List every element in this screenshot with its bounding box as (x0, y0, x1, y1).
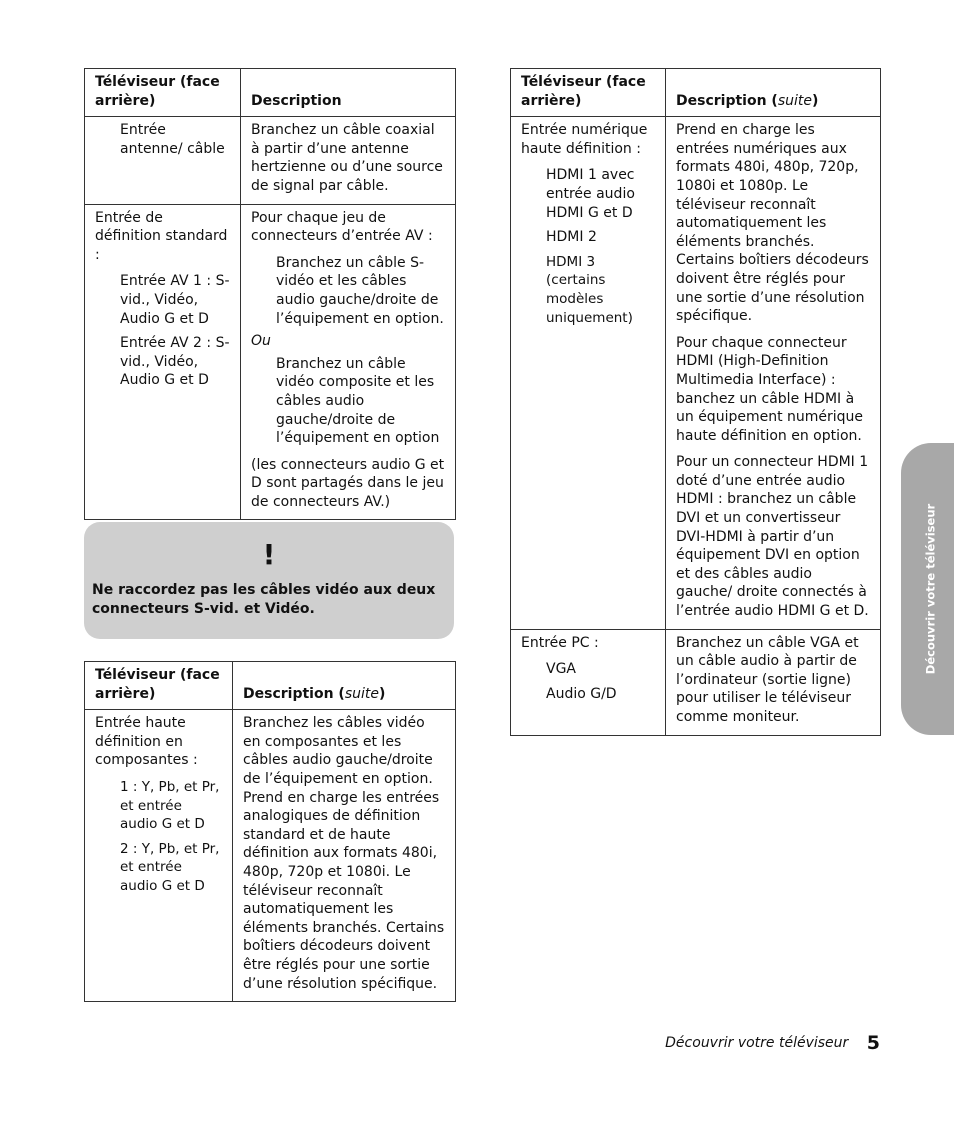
connector-item: 2 : Y, Pb, et Pr, et entrée audio G et D (120, 840, 220, 894)
connector-table-2 (84, 661, 456, 1002)
warning-text: Ne raccordez pas les câbles vidéo aux deux connecteurs S-vid. et Vidéo. (92, 582, 436, 617)
connector-cell (511, 629, 666, 735)
warning-icon: ! (262, 538, 276, 571)
description-cell (241, 117, 456, 204)
connector-title: Entrée numérique haute définition : (521, 122, 648, 157)
description-text: Branchez les câbles vidéo en composantes et les câbles audio gauche/droite de l’équipement en option. Prend en charge les entrées analogiques de définition standard et de haute définition aux formats 480i, 480p, 720p et 1080i. Le téléviseur reconnaît automatiquement les éléments branchés. Certains boîtiers décodeurs doivent être réglés pour une sortie d’une résolution spécifique. (243, 715, 445, 992)
description-intro: Pour chaque jeu de connecteurs d’entrée AV : (251, 209, 433, 245)
description-text: Branchez un câble VGA et un câble audio à partir de l’ordinateur (sortie ligne) pour utiliser le téléviseur comme moniteur. (676, 634, 859, 725)
description-option: Branchez un câble S-vidéo et les câbles audio gauche/droite de l’équipement en option. (276, 254, 444, 327)
description-cell (241, 204, 456, 520)
table-row (511, 629, 881, 735)
chapter-side-tab (901, 443, 954, 735)
footer-title: Découvrir votre téléviseur (665, 1035, 849, 1051)
connector-cell (85, 710, 233, 1002)
description-or: Ou (251, 333, 271, 350)
description-cell (666, 629, 881, 735)
connector-item: 1 : Y, Pb, et Pr, et entrée audio G et D (120, 778, 220, 833)
connector-item: Entrée AV 2 : S-vid., Vidéo, Audio G et D (120, 335, 230, 389)
header-tv-rear: Téléviseur (face arrière) (511, 69, 666, 117)
description-text: Pour un connecteur HDMI 1 doté d’une entrée audio HDMI : branchez un câble DVI et un convertisseur DVI-HDMI à partir d’un équipement DVI en option et des câbles audio gauche/ droite connectés à l’entrée audio HDMI G et D. (676, 454, 869, 620)
page-footer (665, 1034, 880, 1053)
header-suite: suite (344, 685, 380, 702)
table-row (85, 710, 456, 1002)
table-row (85, 117, 456, 204)
header-description: Description (suite) (233, 662, 456, 710)
connector-item: Entrée antenne/ câble (120, 122, 225, 157)
connector-item: HDMI 3 (certains modèles uniquement) (546, 253, 633, 326)
header-suite: suite (777, 92, 813, 109)
connector-item: HDMI 1 avec entrée audio HDMI G et D (546, 167, 635, 221)
connector-title: Entrée haute définition en composantes : (95, 715, 198, 769)
table-row (511, 117, 881, 629)
header-description-label: Description (243, 685, 334, 702)
table-row (85, 204, 456, 520)
description-cell (666, 117, 881, 629)
description-text: Pour chaque connecteur HDMI (High-Definition Multimedia Interface) : banchez un câble HDMI à un équipement numérique haute définition en option. (676, 334, 864, 444)
connector-item: VGA (546, 661, 577, 678)
connector-item: Entrée AV 1 : S-vid., Vidéo, Audio G et D (120, 273, 230, 327)
description-option: Branchez un câble vidéo composite et les câbles audio gauche/droite de l’équipement en option (276, 355, 440, 447)
description-cell (233, 710, 456, 1002)
header-description: Description (suite) (666, 69, 881, 117)
connector-cell (511, 117, 666, 629)
connector-cell (85, 117, 241, 204)
description-text: Branchez un câble coaxial à partir d’une antenne hertzienne ou d’une source de signal par câble. (251, 122, 443, 194)
header-tv-rear: Téléviseur (face arrière) (85, 69, 241, 117)
connector-item: HDMI 2 (546, 229, 597, 246)
chapter-side-tab-label: Découvrir votre téléviseur (923, 503, 938, 675)
header-description-label: Description (676, 92, 767, 109)
page-number: 5 (866, 1032, 880, 1054)
connector-title: Entrée PC : (521, 634, 599, 651)
connector-item: Audio G/D (546, 685, 617, 702)
header-tv-rear: Téléviseur (face arrière) (85, 662, 233, 710)
header-description: Description (241, 69, 456, 117)
connector-cell (85, 204, 241, 520)
connector-title: Entrée de définition standard : (95, 209, 228, 263)
connector-table-1 (84, 68, 456, 520)
description-note: (les connecteurs audio G et D sont partagés dans le jeu de connecteurs AV.) (251, 456, 445, 510)
connector-table-3 (510, 68, 881, 736)
description-text: Prend en charge les entrées numériques aux formats 480i, 480p, 720p, 1080i et 1080p. Le téléviseur reconnaît automatiquement les éléments branchés. Certains boîtiers décodeurs doivent être réglés pour une sortie d’une résolution spécifique. (676, 122, 869, 325)
warning-box (84, 522, 454, 639)
